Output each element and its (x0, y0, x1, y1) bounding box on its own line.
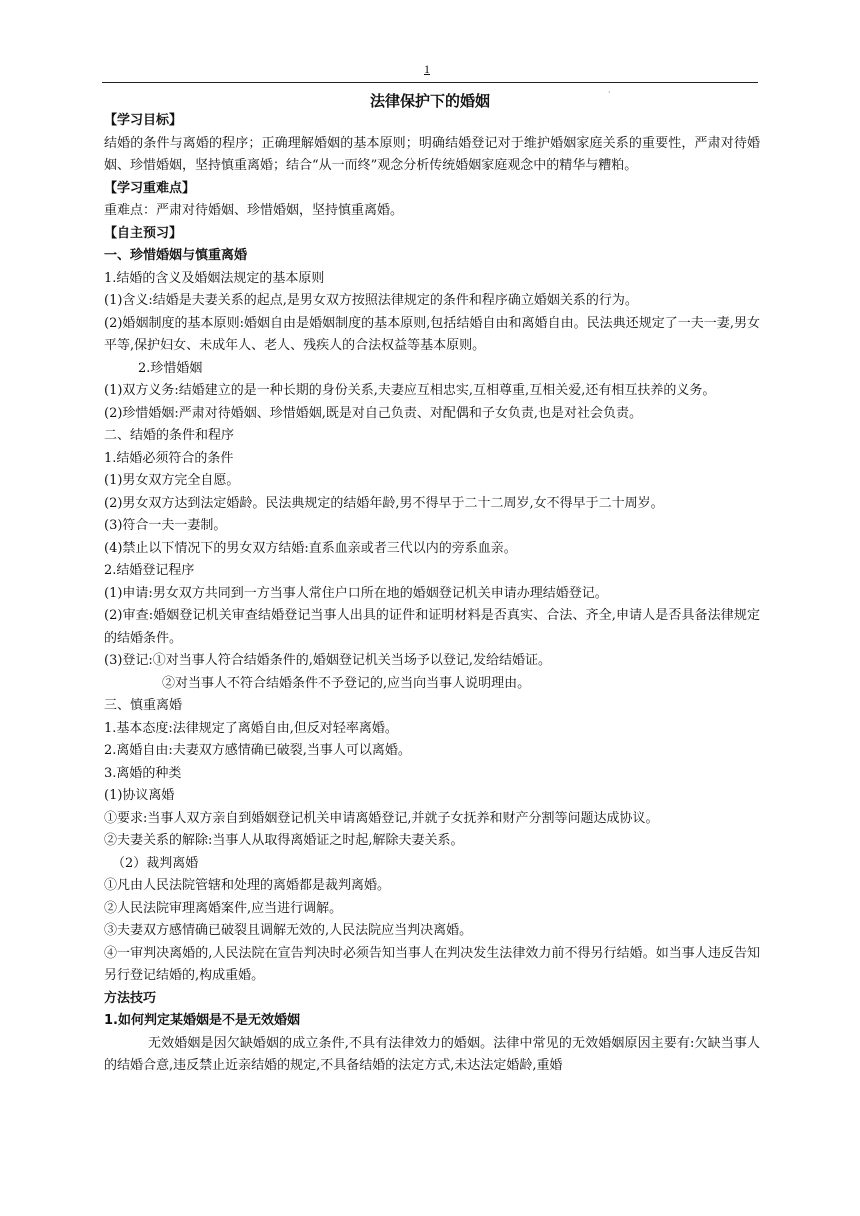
goals-text: 结婚的条件与离婚的程序；正确理解婚姻的基本原则；明确结婚登记对于维护婚姻家庭关系的重要性，严肃对待婚姻、珍惜婚姻，坚持慎重离婚；结合“从一而终”观念分析传统婚姻家庭观念中的精华与糟粕。 (104, 135, 760, 173)
header-rule (102, 82, 758, 83)
paragraph: (3)符合一夫一妻制。 (104, 518, 227, 533)
part3-heading: 三、慎重离婚 (104, 698, 183, 713)
document-body (104, 110, 760, 1078)
methods-heading: 方法技巧 (104, 990, 157, 1006)
paragraph: ③夫妻双方感情确已破裂且调解无效的,人民法院应当判决离婚。 (104, 923, 473, 938)
paragraph: 2.结婚登记程序 (104, 563, 195, 578)
page-number: 1 (424, 62, 430, 76)
keypoints-text: 重难点：严肃对待婚姻、珍惜婚姻，坚持慎重离婚。 (104, 203, 404, 218)
paragraph: 2.珍惜婚姻 (138, 360, 203, 376)
paragraph: (2)婚姻制度的基本原则:婚姻自由是婚姻制度的基本原则,包括结婚自由和离婚自由。民法典还规定了一夫一妻,男女平等,保护妇女、未成年人、老人、残疾人的合法权益等基本原则。 (104, 315, 760, 353)
method1-heading: 1.如何判定某婚姻是不是无效婚姻 (104, 1013, 300, 1028)
paragraph: ①要求:当事人双方亲自到婚姻登记机关申请离婚登记,并就子女抚养和财产分割等问题达成协议。 (104, 810, 659, 826)
paragraph: (2)珍惜婚姻:严肃对待婚姻、珍惜婚姻,既是对自己负责、对配偶和子女负责,也是对社会负责。 (104, 405, 643, 421)
paragraph: (1)协议离婚 (104, 788, 175, 803)
part1-heading: 一、珍惜婚姻与慎重离婚 (104, 248, 248, 263)
paragraph: (4)禁止以下情况下的男女双方结婚:直系血亲或者三代以内的旁系血亲。 (104, 540, 517, 556)
paragraph: (2)审查:婚姻登记机关审查结婚登记当事人出具的证件和证明材料是否真实、合法、齐全,申请人是否具备法律规定的结婚条件。 (104, 608, 760, 646)
paragraph: ②对当事人不符合结婚条件不予登记的,应当向当事人说明理由。 (162, 675, 531, 691)
paragraph: 2.离婚自由:夫妻双方感情确已破裂,当事人可以离婚。 (104, 743, 411, 758)
paragraph: (1)申请:男女双方共同到一方当事人常住户口所在地的婚姻登记机关申请办理结婚登记。 (104, 585, 608, 601)
paragraph: ④一审判决离婚的,人民法院在宣告判决时必须告知当事人在判决发生法律效力前不得另行结婚。如当事人违反告知另行登记结婚的,构成重婚。 (104, 945, 760, 983)
goals-heading: 【学习目标】 (104, 113, 183, 128)
part2-heading: 二、结婚的条件和程序 (104, 428, 235, 443)
paragraph: 3.离婚的种类 (104, 765, 182, 781)
paragraph: (1)男女双方完全自愿。 (104, 473, 240, 488)
paragraph: 无效婚姻是因欠缺婚姻的成立条件,不具有法律效力的婚姻。法律中常见的无效婚姻原因主要有:欠缺当事人的结婚合意,违反禁止近亲结婚的规定,不具备结婚的法定方式,未达法定婚龄,重婚 (104, 1035, 760, 1073)
paragraph: (1)双方义务:结婚建立的是一种长期的身份关系,夫妻应互相忠实,互相尊重,互相关爱,还有相互扶养的义务。 (104, 383, 716, 398)
paragraph: 1.结婚的含义及婚姻法规定的基本原则 (104, 270, 325, 286)
paragraph: 1.基本态度:法律规定了离婚自由,但反对轻率离婚。 (104, 720, 398, 736)
keypoints-heading: 【学习重难点】 (104, 180, 196, 196)
preview-heading: 【自主预习】 (104, 225, 183, 241)
paragraph: ①凡由人民法院管辖和处理的离婚都是裁判离婚。 (104, 878, 391, 893)
paragraph: ②夫妻关系的解除:当事人从取得离婚证之时起,解除夫妻关系。 (104, 833, 464, 848)
document-title: 法律保护下的婚姻 (369, 92, 490, 110)
paragraph: 1.结婚必须符合的条件 (104, 450, 234, 466)
paragraph: (1)含义:结婚是夫妻关系的起点,是男女双方按照法律规定的条件和程序确立婚姻关系的行为。 (104, 293, 638, 308)
paragraph: (3)登记:①对当事人符合结婚条件的,婚姻登记机关当场予以登记,发给结婚证。 (104, 653, 552, 668)
stray-dot: · (608, 88, 611, 97)
paragraph: ②人民法院审理离婚案件,应当进行调解。 (104, 900, 343, 916)
paragraph: (2)男女双方达到法定婚龄。民法典规定的结婚年龄,男不得早于二十二周岁,女不得早于二十周岁。 (104, 495, 664, 511)
paragraph: （2）裁判离婚 (112, 855, 199, 871)
